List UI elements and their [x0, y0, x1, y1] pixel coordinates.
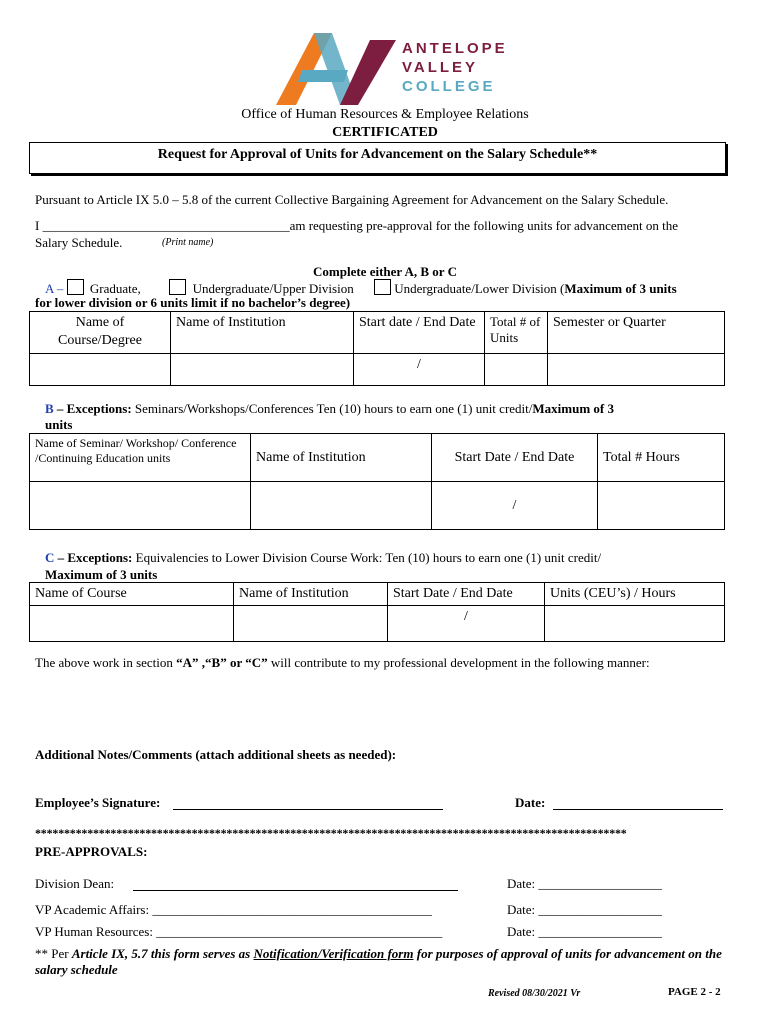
section-c-label: – Exceptions: — [57, 550, 133, 565]
employee-signature-label: Employee’s Signature: — [35, 795, 161, 810]
col-start-end-date: Start Date / End Date — [388, 583, 545, 606]
col-start-end-date: Start Date / End Date — [432, 434, 598, 482]
upper-division-label: Undergraduate/Upper Division — [192, 281, 354, 296]
col-institution: Name of Institution — [251, 434, 432, 482]
col-seminar-name: Name of Seminar/ Workshop/ Conference /Continuing Education units — [30, 434, 251, 482]
institution-cell[interactable] — [234, 606, 388, 642]
section-c-heading — [45, 550, 601, 566]
total-units-cell[interactable] — [485, 354, 548, 386]
section-a-limit-note: for lower division or 6 units limit if no bachelor’s degree) — [35, 295, 351, 310]
section-a-letter: A – — [45, 281, 64, 296]
course-name-cell[interactable] — [30, 606, 234, 642]
logo-text-line2: VALLEY — [402, 59, 479, 76]
category-title: CERTIFICATED — [332, 125, 438, 140]
date-cell[interactable] — [354, 354, 485, 386]
section-b-units: units — [45, 417, 73, 432]
semester-quarter-cell[interactable] — [548, 354, 725, 386]
logo-text-line1: ANTELOPE — [402, 40, 508, 57]
col-course-name: Name of Course — [30, 583, 234, 606]
division-dean-label: Division Dean: — [35, 876, 115, 891]
section-b-letter: B — [45, 401, 54, 416]
request-suffix: Salary Schedule. — [35, 235, 123, 250]
col-institution: Name of Institution — [234, 583, 388, 606]
course-degree-cell[interactable] — [30, 354, 171, 386]
date-slash: / — [464, 609, 468, 624]
col-institution: Name of Institution — [171, 312, 354, 354]
revised-date: Revised 08/30/2021 Vr — [488, 988, 581, 999]
separator-line: ****************************************************************************************************** — [35, 826, 627, 840]
footnote-part5: on the salary schedule — [35, 946, 722, 977]
section-c-max: Maximum of 3 units — [45, 567, 158, 582]
section-c-text2: : Ten (10) hours to earn one (1) unit credit/ — [378, 550, 602, 565]
graduate-checkbox[interactable] — [67, 279, 84, 295]
division-dean-date[interactable]: Date: ___________________ — [507, 876, 662, 891]
institution-cell[interactable] — [251, 482, 432, 530]
date-cell[interactable] — [388, 606, 545, 642]
footnote-part4: for purposes of approval of units for advancement — [416, 946, 686, 961]
section-b-table — [29, 433, 725, 530]
col-units-hours: Units (CEU’s) / Hours — [545, 583, 725, 606]
signature-date-label: Date: — [515, 795, 546, 810]
section-b-label: – Exceptions: — [56, 401, 132, 416]
complete-either-label: Complete either A, B or C — [313, 264, 457, 279]
col-course-degree: Name of Course/Degree — [30, 312, 171, 354]
date-slash: / — [417, 357, 421, 372]
footnote-part3: Notification/Verification form — [253, 946, 414, 961]
logo-mark-icon — [274, 30, 404, 110]
section-b-heading — [45, 401, 614, 417]
col-total-units: Total # of Units — [485, 312, 548, 354]
pre-approvals-heading: PRE-APPROVALS: — [35, 844, 148, 859]
footnote-part1: ** Per — [35, 946, 69, 961]
graduate-label: Graduate, — [89, 281, 141, 296]
pursuant-text: Pursuant to Article IX 5.0 – 5.8 of the current Collective Bargaining Agreement for Advancement on the Salary Schedule. — [35, 192, 669, 207]
section-b-max: Maximum of 3 — [532, 401, 614, 416]
seminar-name-cell[interactable] — [30, 482, 251, 530]
lower-division-max: Maximum of 3 units — [564, 281, 677, 296]
upper-division-checkbox[interactable] — [169, 279, 186, 295]
col-semester-quarter: Semester or Quarter — [548, 312, 725, 354]
employee-signature-line[interactable] — [173, 797, 443, 810]
date-cell[interactable] — [432, 482, 598, 530]
col-total-hours: Total # Hours — [598, 434, 725, 482]
date-slash: / — [512, 497, 517, 513]
institution-cell[interactable] — [171, 354, 354, 386]
office-name: Office of Human Resources & Employee Relations — [241, 107, 529, 122]
total-hours-cell[interactable] — [598, 482, 725, 530]
section-c-text: Equivalencies to Lower Division Course Work — [135, 550, 379, 565]
lower-division-checkbox[interactable] — [374, 279, 391, 295]
form-title: Request for Approval of Units for Advancement on the Salary Schedule** — [157, 147, 598, 162]
col-start-end-date: Start date / End Date — [354, 312, 485, 354]
section-b-text: Seminars/Workshops/Conferences Ten (10) hours to earn one (1) unit credit/ — [134, 401, 533, 416]
footnote — [35, 946, 735, 978]
logo-text-line3: COLLEGE — [402, 78, 496, 95]
contribution-suffix: will contribute to my professional development in the following manner: — [270, 655, 650, 670]
vp-academic-affairs-date[interactable]: Date: ___________________ — [507, 902, 662, 917]
contribution-prefix: The above work in section — [35, 655, 173, 670]
vp-human-resources-signature[interactable]: VP Human Resources: ____________________________________________ — [35, 924, 443, 939]
page-number: PAGE 2 - 2 — [668, 986, 721, 998]
contribution-letters: “A” ,“B” or “C” — [176, 655, 268, 670]
contribution-text — [35, 655, 650, 671]
vp-human-resources-date[interactable]: Date: ___________________ — [507, 924, 662, 939]
vp-academic-affairs-signature[interactable]: VP Academic Affairs: ___________________________________________ — [35, 902, 432, 917]
title-box — [29, 142, 726, 174]
print-name-hint: (Print name) — [162, 237, 214, 248]
request-text: I ______________________________________am requesting pre-approval for the following units for advancement on the — [35, 218, 679, 233]
units-hours-cell[interactable] — [545, 606, 725, 642]
lower-division-label: Undergraduate/Lower Division ( — [394, 281, 565, 296]
section-c-letter: C — [45, 550, 55, 565]
signature-date-line[interactable] — [553, 797, 723, 810]
section-a-table — [29, 311, 725, 386]
footnote-part2: Article IX, 5.7 this form serves as — [71, 946, 251, 961]
notes-label: Additional Notes/Comments (attach additional sheets as needed): — [35, 747, 397, 762]
division-dean-signature-line[interactable] — [133, 878, 458, 891]
section-c-table — [29, 582, 725, 642]
college-logo — [274, 30, 508, 110]
